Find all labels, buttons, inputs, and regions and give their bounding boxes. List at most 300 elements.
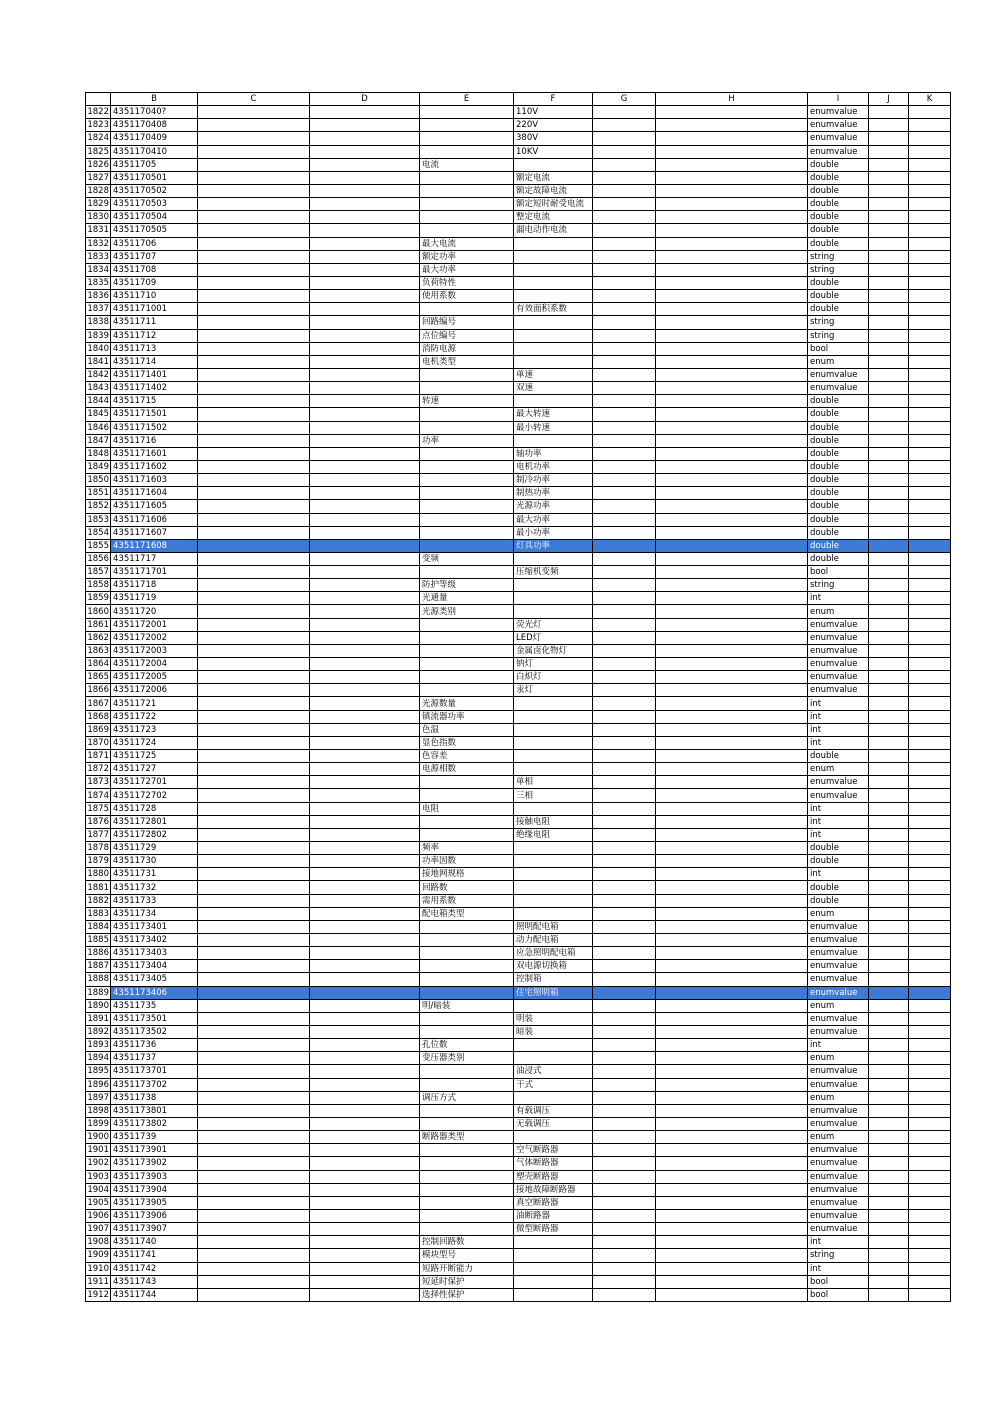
cell-column-k[interactable] xyxy=(909,395,951,408)
cell-column-j[interactable] xyxy=(869,119,909,132)
cell-column-e[interactable] xyxy=(420,224,514,237)
cell-column-c[interactable] xyxy=(198,763,310,776)
cell-column-e[interactable] xyxy=(420,776,514,789)
cell-column-i[interactable]: double xyxy=(808,290,869,303)
cell-column-f[interactable] xyxy=(514,763,593,776)
cell-column-d[interactable] xyxy=(310,828,420,841)
cell-column-i[interactable]: double xyxy=(808,158,869,171)
cell-column-c[interactable] xyxy=(198,368,310,381)
cell-column-f[interactable]: LED灯 xyxy=(514,631,593,644)
cell-column-d[interactable] xyxy=(310,750,420,763)
cell-column-f[interactable] xyxy=(514,342,593,355)
cell-column-j[interactable] xyxy=(869,763,909,776)
cell-column-f[interactable]: 制热功率 xyxy=(514,487,593,500)
cell-column-f[interactable] xyxy=(514,1249,593,1262)
cell-column-k[interactable] xyxy=(909,644,951,657)
cell-column-i[interactable]: int xyxy=(808,710,869,723)
cell-column-b[interactable]: 4351170503 xyxy=(111,198,198,211)
cell-column-i[interactable]: int xyxy=(808,1236,869,1249)
cell-column-j[interactable] xyxy=(869,592,909,605)
cell-column-j[interactable] xyxy=(869,1236,909,1249)
cell-column-h[interactable] xyxy=(656,592,808,605)
cell-column-j[interactable] xyxy=(869,684,909,697)
row-number-cell[interactable]: 1885 xyxy=(87,935,109,946)
cell-column-i[interactable]: enum xyxy=(808,1052,869,1065)
cell-column-i[interactable]: double xyxy=(808,474,869,487)
cell-column-g[interactable] xyxy=(593,1209,656,1222)
cell-column-k[interactable] xyxy=(909,999,951,1012)
cell-column-k[interactable] xyxy=(909,158,951,171)
cell-column-e[interactable]: 调压方式 xyxy=(420,1091,514,1104)
cell-column-f[interactable]: 油断路器 xyxy=(514,1209,593,1222)
cell-column-d[interactable] xyxy=(310,736,420,749)
cell-column-j[interactable] xyxy=(869,671,909,684)
cell-column-c[interactable] xyxy=(198,776,310,789)
cell-column-e[interactable] xyxy=(420,526,514,539)
cell-column-h[interactable] xyxy=(656,276,808,289)
cell-column-f[interactable] xyxy=(514,1052,593,1065)
cell-column-f[interactable] xyxy=(514,592,593,605)
cell-column-h[interactable] xyxy=(656,999,808,1012)
cell-column-j[interactable] xyxy=(869,329,909,342)
cell-column-f[interactable] xyxy=(514,237,593,250)
cell-column-k[interactable] xyxy=(909,1025,951,1038)
row-number-cell[interactable]: 1878 xyxy=(87,843,109,854)
row-number-cell[interactable]: 1845 xyxy=(87,409,109,420)
cell-column-e[interactable] xyxy=(420,920,514,933)
row-number-cell[interactable]: 1875 xyxy=(87,803,109,814)
cell-column-f[interactable] xyxy=(514,1091,593,1104)
cell-column-k[interactable] xyxy=(909,618,951,631)
cell-column-i[interactable]: enumvalue xyxy=(808,1209,869,1222)
cell-column-f[interactable]: 380V xyxy=(514,132,593,145)
cell-column-h[interactable] xyxy=(656,447,808,460)
cell-column-h[interactable] xyxy=(656,631,808,644)
cell-column-h[interactable] xyxy=(656,815,808,828)
cell-column-d[interactable] xyxy=(310,395,420,408)
cell-column-j[interactable] xyxy=(869,881,909,894)
cell-column-k[interactable] xyxy=(909,973,951,986)
cell-column-i[interactable]: string xyxy=(808,1249,869,1262)
cell-column-f[interactable]: 最小功率 xyxy=(514,526,593,539)
cell-column-f[interactable]: 最小转速 xyxy=(514,421,593,434)
cell-column-d[interactable] xyxy=(310,1288,420,1301)
cell-column-i[interactable]: double xyxy=(808,539,869,552)
cell-column-c[interactable] xyxy=(198,447,310,460)
cell-column-g[interactable] xyxy=(593,1196,656,1209)
cell-column-h[interactable] xyxy=(656,566,808,579)
row-number-cell[interactable]: 1877 xyxy=(87,829,109,840)
cell-column-e[interactable]: 电阻 xyxy=(420,802,514,815)
cell-column-h[interactable] xyxy=(656,368,808,381)
cell-column-f[interactable] xyxy=(514,579,593,592)
cell-column-g[interactable] xyxy=(593,973,656,986)
cell-column-j[interactable] xyxy=(869,723,909,736)
cell-column-h[interactable] xyxy=(656,973,808,986)
cell-column-b[interactable]: 43511713 xyxy=(111,342,198,355)
row-number-cell[interactable]: 1908 xyxy=(87,1237,109,1248)
cell-column-i[interactable]: enumvalue xyxy=(808,1170,869,1183)
cell-column-h[interactable] xyxy=(656,1170,808,1183)
row-number-cell[interactable]: 1825 xyxy=(87,146,109,157)
cell-column-e[interactable] xyxy=(420,1012,514,1025)
cell-column-b[interactable]: 4351171701 xyxy=(111,566,198,579)
cell-column-e[interactable] xyxy=(420,1196,514,1209)
cell-column-b[interactable]: 4351173403 xyxy=(111,947,198,960)
cell-column-k[interactable] xyxy=(909,526,951,539)
cell-column-c[interactable] xyxy=(198,1117,310,1130)
cell-column-g[interactable] xyxy=(593,1288,656,1301)
cell-column-h[interactable] xyxy=(656,408,808,421)
cell-column-j[interactable] xyxy=(869,1209,909,1222)
cell-column-g[interactable] xyxy=(593,566,656,579)
cell-column-c[interactable] xyxy=(198,1104,310,1117)
cell-column-k[interactable] xyxy=(909,1039,951,1052)
cell-column-c[interactable] xyxy=(198,736,310,749)
cell-column-f[interactable]: 应急照明配电箱 xyxy=(514,947,593,960)
cell-column-h[interactable] xyxy=(656,263,808,276)
cell-column-j[interactable] xyxy=(869,539,909,552)
cell-column-c[interactable] xyxy=(198,119,310,132)
cell-column-f[interactable] xyxy=(514,842,593,855)
row-number-cell[interactable]: 1847 xyxy=(87,435,109,446)
cell-column-h[interactable] xyxy=(656,355,808,368)
cell-column-d[interactable] xyxy=(310,947,420,960)
cell-column-j[interactable] xyxy=(869,513,909,526)
cell-column-c[interactable] xyxy=(198,1183,310,1196)
cell-column-g[interactable] xyxy=(593,1275,656,1288)
cell-column-k[interactable] xyxy=(909,1104,951,1117)
cell-column-e[interactable] xyxy=(420,1065,514,1078)
cell-column-f[interactable]: 住宅照明箱 xyxy=(514,986,593,999)
cell-column-k[interactable] xyxy=(909,474,951,487)
cell-column-b[interactable]: 43511741 xyxy=(111,1249,198,1262)
cell-column-h[interactable] xyxy=(656,1196,808,1209)
cell-column-g[interactable] xyxy=(593,513,656,526)
cell-column-b[interactable]: 435117040? xyxy=(111,106,198,119)
cell-column-k[interactable] xyxy=(909,566,951,579)
row-number-cell[interactable]: 1823 xyxy=(87,120,109,131)
cell-column-j[interactable] xyxy=(869,842,909,855)
cell-column-i[interactable]: int xyxy=(808,868,869,881)
cell-column-k[interactable] xyxy=(909,631,951,644)
cell-column-j[interactable] xyxy=(869,1144,909,1157)
cell-column-f[interactable]: 最大转速 xyxy=(514,408,593,421)
row-number-cell[interactable]: 1900 xyxy=(87,1132,109,1143)
cell-column-g[interactable] xyxy=(593,395,656,408)
cell-column-e[interactable] xyxy=(420,539,514,552)
row-number-cell[interactable]: 1912 xyxy=(87,1289,109,1300)
cell-column-k[interactable] xyxy=(909,106,951,119)
cell-column-i[interactable]: enumvalue xyxy=(808,1117,869,1130)
cell-column-h[interactable] xyxy=(656,1039,808,1052)
cell-column-j[interactable] xyxy=(869,1065,909,1078)
cell-column-b[interactable]: 43511721 xyxy=(111,697,198,710)
cell-column-c[interactable] xyxy=(198,145,310,158)
cell-column-c[interactable] xyxy=(198,934,310,947)
cell-column-h[interactable] xyxy=(656,171,808,184)
cell-column-c[interactable] xyxy=(198,684,310,697)
cell-column-g[interactable] xyxy=(593,842,656,855)
cell-column-h[interactable] xyxy=(656,539,808,552)
cell-column-c[interactable] xyxy=(198,355,310,368)
cell-column-h[interactable] xyxy=(656,119,808,132)
cell-column-k[interactable] xyxy=(909,552,951,565)
cell-column-e[interactable]: 频率 xyxy=(420,842,514,855)
cell-column-i[interactable]: enumvalue xyxy=(808,1157,869,1170)
cell-column-d[interactable] xyxy=(310,500,420,513)
cell-column-g[interactable] xyxy=(593,303,656,316)
cell-column-d[interactable] xyxy=(310,316,420,329)
cell-column-c[interactable] xyxy=(198,592,310,605)
row-number-cell[interactable]: 1832 xyxy=(87,238,109,249)
cell-column-g[interactable] xyxy=(593,986,656,999)
row-number-cell[interactable]: 1861 xyxy=(87,619,109,630)
cell-column-e[interactable] xyxy=(420,631,514,644)
cell-column-k[interactable] xyxy=(909,1223,951,1236)
cell-column-c[interactable] xyxy=(198,1275,310,1288)
cell-column-g[interactable] xyxy=(593,1117,656,1130)
cell-column-e[interactable] xyxy=(420,145,514,158)
cell-column-j[interactable] xyxy=(869,184,909,197)
cell-column-d[interactable] xyxy=(310,1262,420,1275)
cell-column-k[interactable] xyxy=(909,579,951,592)
cell-column-e[interactable]: 接地网规格 xyxy=(420,868,514,881)
cell-column-h[interactable] xyxy=(656,474,808,487)
cell-column-c[interactable] xyxy=(198,250,310,263)
row-number-cell[interactable]: 1865 xyxy=(87,672,109,683)
cell-column-b[interactable]: 4351173903 xyxy=(111,1170,198,1183)
cell-column-g[interactable] xyxy=(593,658,656,671)
cell-column-g[interactable] xyxy=(593,1012,656,1025)
cell-column-f[interactable]: 空气断路器 xyxy=(514,1144,593,1157)
cell-column-c[interactable] xyxy=(198,631,310,644)
cell-column-j[interactable] xyxy=(869,526,909,539)
cell-column-j[interactable] xyxy=(869,697,909,710)
cell-column-e[interactable]: 光通量 xyxy=(420,592,514,605)
cell-column-g[interactable] xyxy=(593,237,656,250)
cell-column-c[interactable] xyxy=(198,855,310,868)
row-number-cell[interactable]: 1843 xyxy=(87,383,109,394)
cell-column-e[interactable] xyxy=(420,828,514,841)
cell-column-j[interactable] xyxy=(869,1039,909,1052)
cell-column-d[interactable] xyxy=(310,802,420,815)
cell-column-f[interactable]: 控制箱 xyxy=(514,973,593,986)
cell-column-c[interactable] xyxy=(198,1012,310,1025)
cell-column-c[interactable] xyxy=(198,1196,310,1209)
cell-column-i[interactable]: double xyxy=(808,750,869,763)
cell-column-f[interactable] xyxy=(514,894,593,907)
cell-column-f[interactable] xyxy=(514,1275,593,1288)
cell-column-j[interactable] xyxy=(869,224,909,237)
cell-column-b[interactable]: 43511711 xyxy=(111,316,198,329)
cell-column-h[interactable] xyxy=(656,342,808,355)
cell-column-h[interactable] xyxy=(656,1117,808,1130)
cell-column-h[interactable] xyxy=(656,224,808,237)
cell-column-j[interactable] xyxy=(869,750,909,763)
cell-column-j[interactable] xyxy=(869,789,909,802)
cell-column-g[interactable] xyxy=(593,1039,656,1052)
cell-column-h[interactable] xyxy=(656,1262,808,1275)
row-number-cell[interactable]: 1892 xyxy=(87,1027,109,1038)
cell-column-e[interactable]: 转速 xyxy=(420,395,514,408)
cell-column-k[interactable] xyxy=(909,290,951,303)
cell-column-i[interactable]: double xyxy=(808,447,869,460)
cell-column-j[interactable] xyxy=(869,500,909,513)
row-number-cell[interactable]: 1873 xyxy=(87,777,109,788)
cell-column-j[interactable] xyxy=(869,1288,909,1301)
row-number-cell[interactable]: 1871 xyxy=(87,751,109,762)
cell-column-e[interactable]: 明/暗装 xyxy=(420,999,514,1012)
cell-column-d[interactable] xyxy=(310,907,420,920)
row-number-cell[interactable]: 1890 xyxy=(87,1000,109,1011)
cell-column-c[interactable] xyxy=(198,500,310,513)
cell-column-j[interactable] xyxy=(869,316,909,329)
cell-column-i[interactable]: enumvalue xyxy=(808,382,869,395)
cell-column-c[interactable] xyxy=(198,329,310,342)
cell-column-h[interactable] xyxy=(656,434,808,447)
cell-column-k[interactable] xyxy=(909,1065,951,1078)
cell-column-i[interactable]: enumvalue xyxy=(808,684,869,697)
cell-column-d[interactable] xyxy=(310,1209,420,1222)
cell-column-j[interactable] xyxy=(869,198,909,211)
cell-column-e[interactable] xyxy=(420,303,514,316)
cell-column-b[interactable]: 4351172801 xyxy=(111,815,198,828)
cell-column-k[interactable] xyxy=(909,828,951,841)
cell-column-h[interactable] xyxy=(656,736,808,749)
cell-column-c[interactable] xyxy=(198,947,310,960)
cell-column-c[interactable] xyxy=(198,1039,310,1052)
cell-column-g[interactable] xyxy=(593,815,656,828)
cell-column-k[interactable] xyxy=(909,421,951,434)
cell-column-b[interactable]: 4351171601 xyxy=(111,447,198,460)
cell-column-i[interactable]: enumvalue xyxy=(808,1012,869,1025)
cell-column-f[interactable]: 暗装 xyxy=(514,1025,593,1038)
cell-column-j[interactable] xyxy=(869,1131,909,1144)
cell-column-g[interactable] xyxy=(593,500,656,513)
cell-column-j[interactable] xyxy=(869,395,909,408)
cell-column-g[interactable] xyxy=(593,947,656,960)
cell-column-d[interactable] xyxy=(310,658,420,671)
cell-column-d[interactable] xyxy=(310,973,420,986)
cell-column-c[interactable] xyxy=(198,303,310,316)
cell-column-i[interactable]: enumvalue xyxy=(808,145,869,158)
cell-column-k[interactable] xyxy=(909,776,951,789)
cell-column-e[interactable]: 短路开断能力 xyxy=(420,1262,514,1275)
cell-column-i[interactable]: string xyxy=(808,579,869,592)
cell-column-f[interactable]: 有效面积系数 xyxy=(514,303,593,316)
row-number-cell[interactable]: 1859 xyxy=(87,593,109,604)
row-number-cell[interactable]: 1844 xyxy=(87,396,109,407)
cell-column-d[interactable] xyxy=(310,303,420,316)
row-number-cell[interactable]: 1896 xyxy=(87,1079,109,1090)
cell-column-d[interactable] xyxy=(310,855,420,868)
cell-column-e[interactable]: 功率因数 xyxy=(420,855,514,868)
cell-column-e[interactable]: 光源数量 xyxy=(420,697,514,710)
row-number-cell[interactable]: 1887 xyxy=(87,961,109,972)
row-number-cell[interactable]: 1883 xyxy=(87,908,109,919)
cell-column-d[interactable] xyxy=(310,684,420,697)
row-number-cell[interactable]: 1898 xyxy=(87,1105,109,1116)
cell-column-d[interactable] xyxy=(310,1039,420,1052)
cell-column-e[interactable] xyxy=(420,947,514,960)
cell-column-b[interactable]: 4351173502 xyxy=(111,1025,198,1038)
cell-column-j[interactable] xyxy=(869,145,909,158)
cell-column-b[interactable]: 4351170501 xyxy=(111,171,198,184)
cell-column-j[interactable] xyxy=(869,1104,909,1117)
cell-column-d[interactable] xyxy=(310,421,420,434)
cell-column-d[interactable] xyxy=(310,1223,420,1236)
cell-column-g[interactable] xyxy=(593,1104,656,1117)
cell-column-c[interactable] xyxy=(198,1025,310,1038)
column-header-g[interactable]: G xyxy=(593,93,656,106)
cell-column-e[interactable]: 防护等级 xyxy=(420,579,514,592)
cell-column-h[interactable] xyxy=(656,487,808,500)
cell-column-i[interactable]: enumvalue xyxy=(808,1065,869,1078)
cell-column-d[interactable] xyxy=(310,106,420,119)
cell-column-i[interactable]: double xyxy=(808,421,869,434)
cell-column-f[interactable]: 单速 xyxy=(514,368,593,381)
cell-column-d[interactable] xyxy=(310,171,420,184)
cell-column-f[interactable]: 制冷功率 xyxy=(514,474,593,487)
cell-column-d[interactable] xyxy=(310,487,420,500)
cell-column-d[interactable] xyxy=(310,276,420,289)
cell-column-e[interactable]: 使用系数 xyxy=(420,290,514,303)
cell-column-b[interactable]: 43511719 xyxy=(111,592,198,605)
row-number-cell[interactable]: 1828 xyxy=(87,186,109,197)
cell-column-g[interactable] xyxy=(593,198,656,211)
cell-column-j[interactable] xyxy=(869,421,909,434)
cell-column-h[interactable] xyxy=(656,290,808,303)
cell-column-f[interactable] xyxy=(514,158,593,171)
cell-column-e[interactable] xyxy=(420,815,514,828)
cell-column-h[interactable] xyxy=(656,500,808,513)
cell-column-i[interactable]: enumvalue xyxy=(808,1078,869,1091)
cell-column-g[interactable] xyxy=(593,960,656,973)
cell-column-g[interactable] xyxy=(593,434,656,447)
cell-column-c[interactable] xyxy=(198,474,310,487)
cell-column-e[interactable]: 最大功率 xyxy=(420,263,514,276)
cell-column-i[interactable]: enum xyxy=(808,605,869,618)
cell-column-d[interactable] xyxy=(310,1012,420,1025)
cell-column-i[interactable]: double xyxy=(808,276,869,289)
cell-column-h[interactable] xyxy=(656,697,808,710)
cell-column-c[interactable] xyxy=(198,106,310,119)
cell-column-g[interactable] xyxy=(593,828,656,841)
cell-column-h[interactable] xyxy=(656,723,808,736)
cell-column-d[interactable] xyxy=(310,776,420,789)
cell-column-e[interactable] xyxy=(420,1078,514,1091)
cell-column-h[interactable] xyxy=(656,1144,808,1157)
row-number-cell[interactable]: 1862 xyxy=(87,632,109,643)
row-number-cell[interactable]: 1852 xyxy=(87,501,109,512)
cell-column-d[interactable] xyxy=(310,868,420,881)
cell-column-i[interactable]: double xyxy=(808,526,869,539)
cell-column-f[interactable] xyxy=(514,881,593,894)
cell-column-j[interactable] xyxy=(869,815,909,828)
cell-column-k[interactable] xyxy=(909,145,951,158)
cell-column-f[interactable] xyxy=(514,395,593,408)
cell-column-h[interactable] xyxy=(656,894,808,907)
cell-column-d[interactable] xyxy=(310,934,420,947)
cell-column-k[interactable] xyxy=(909,710,951,723)
cell-column-f[interactable] xyxy=(514,290,593,303)
cell-column-e[interactable]: 电源相数 xyxy=(420,763,514,776)
cell-column-b[interactable]: 4351171604 xyxy=(111,487,198,500)
cell-column-i[interactable]: string xyxy=(808,329,869,342)
cell-column-j[interactable] xyxy=(869,1157,909,1170)
cell-column-g[interactable] xyxy=(593,750,656,763)
